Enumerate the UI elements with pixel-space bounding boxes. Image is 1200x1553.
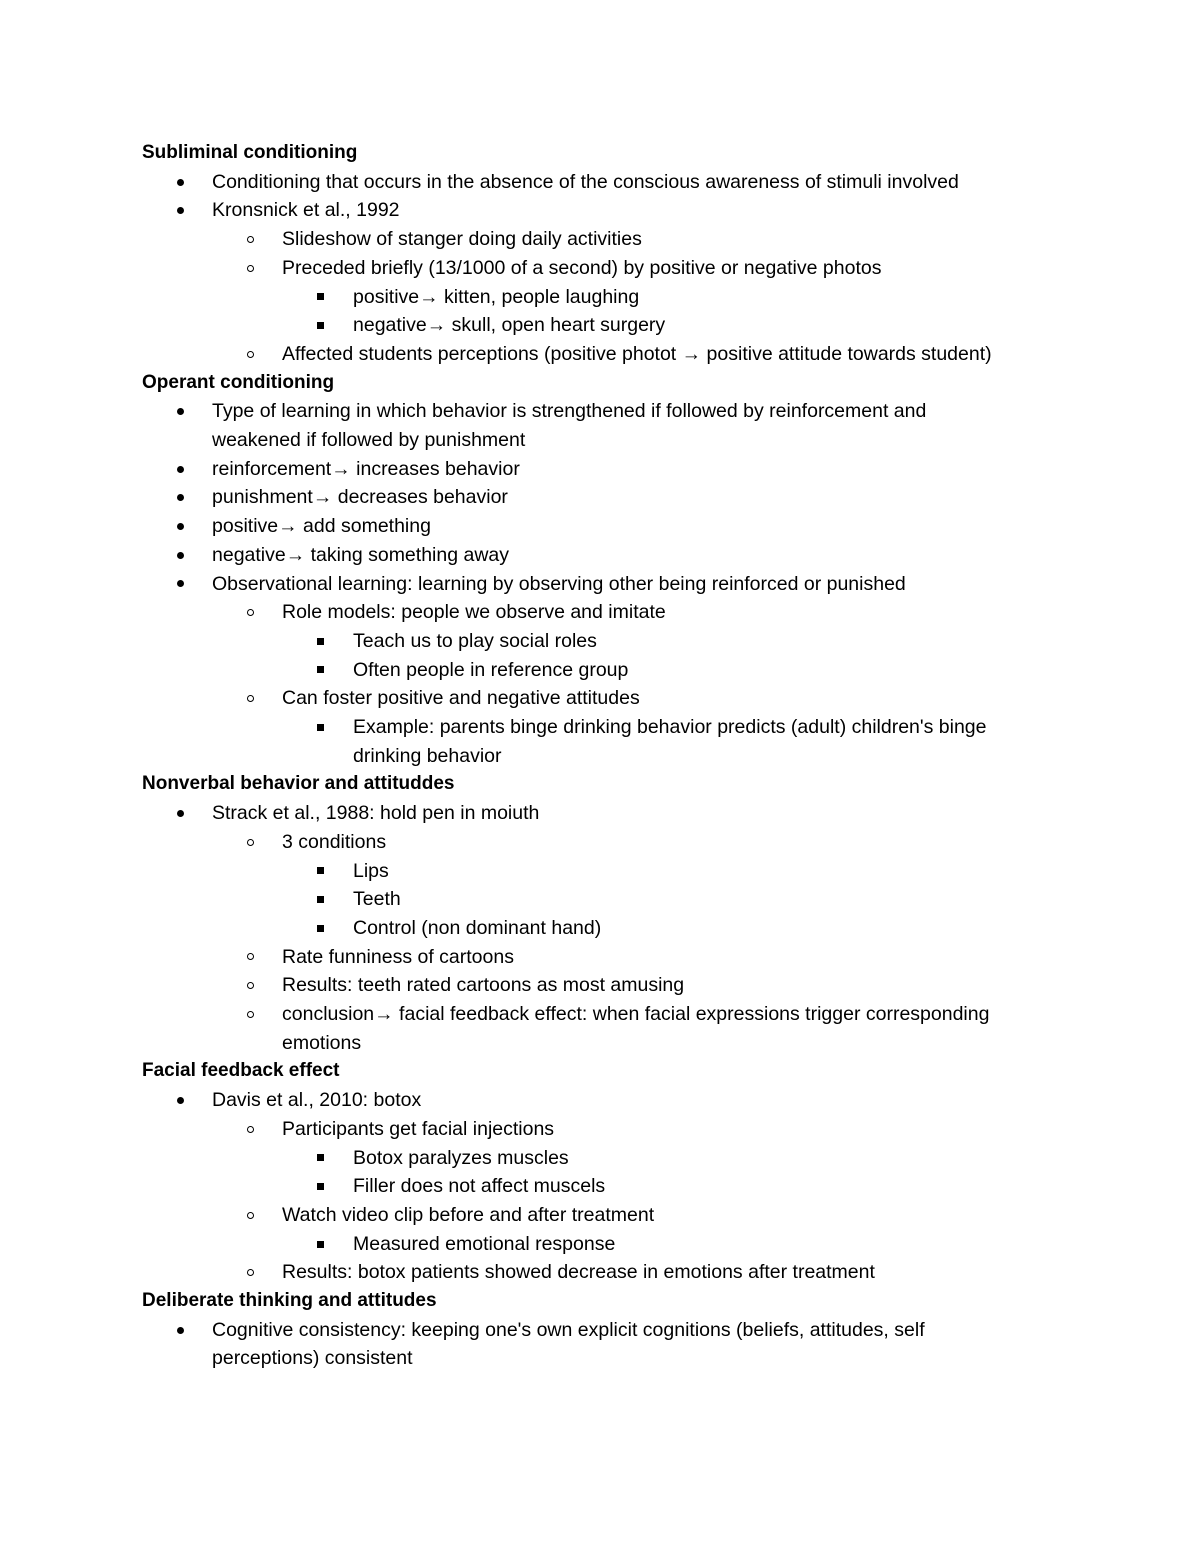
list-item: Slideshow of stanger doing daily activities [142,225,1072,254]
list-item: positive→ add something [142,512,1072,541]
bullet-icon [177,1086,184,1115]
circle-bullet-icon [247,828,254,857]
list-item: Strack et al., 1988: hold pen in moiuth [142,799,1072,828]
list-item: Often people in reference group [142,656,1072,685]
bullet-icon [177,512,184,541]
list-item: Botox paralyzes muscles [142,1144,1072,1173]
list-item: Results: botox patients showed decrease in emotions after treatment [142,1258,1072,1287]
list-item: Lips [142,857,1072,886]
list-item: Rate funniness of cartoons [142,943,1072,972]
list-item: negative→ skull, open heart surgery [142,311,1072,340]
document-page [142,139,1072,1373]
list-item: Observational learning: learning by observing other being reinforced or punished [142,570,1072,599]
circle-bullet-icon [247,684,254,713]
list-item: Watch video clip before and after treatment [142,1201,1072,1230]
list-item: Conditioning that occurs in the absence of the conscious awareness of stimuli involved [142,168,1072,197]
square-bullet-icon [317,1230,324,1259]
list-item: Role models: people we observe and imitate [142,598,1072,627]
list-item: Results: teeth rated cartoons as most amusing [142,971,1072,1000]
square-bullet-icon [317,283,324,312]
circle-bullet-icon [247,1201,254,1230]
bullet-icon [177,397,184,426]
circle-bullet-icon [247,1115,254,1144]
list-item: Type of learning in which behavior is strengthened if followed by reinforcement and weakened if followed by punishment [142,397,1012,454]
list-item: Davis et al., 2010: botox [142,1086,1072,1115]
circle-bullet-icon [247,1258,254,1287]
square-bullet-icon [317,656,324,685]
section-heading: Deliberate thinking and attitudes [142,1290,437,1312]
square-bullet-icon [317,1144,324,1173]
list-item: Control (non dominant hand) [142,914,1072,943]
bullet-icon [177,1316,184,1345]
list-item: Kronsnick et al., 1992 [142,196,1072,225]
bullet-icon [177,570,184,599]
bullet-icon [177,455,184,484]
list-item: reinforcement→ increases behavior [142,455,1072,484]
list-item: Teach us to play social roles [142,627,1072,656]
list-item: Filler does not affect muscels [142,1172,1072,1201]
circle-bullet-icon [247,598,254,627]
square-bullet-icon [317,885,324,914]
section-heading: Nonverbal behavior and attituddes [142,773,455,795]
list-item: Teeth [142,885,1072,914]
list-item: Preceded briefly (13/1000 of a second) by positive or negative photos [142,254,1072,283]
square-bullet-icon [317,311,324,340]
square-bullet-icon [317,713,324,742]
bullet-icon [177,541,184,570]
list-item: Measured emotional response [142,1230,1072,1259]
square-bullet-icon [317,914,324,943]
bullet-icon [177,168,184,197]
circle-bullet-icon [247,254,254,283]
bullet-icon [177,799,184,828]
list-item: Affected students perceptions (positive photot → positive attitude towards student) [142,340,1002,369]
section-heading: Operant conditioning [142,371,335,393]
circle-bullet-icon [247,1000,254,1029]
list-item: Participants get facial injections [142,1115,1072,1144]
list-item: negative→ taking something away [142,541,1072,570]
list-item: Example: parents binge drinking behavior predicts (adult) children's binge drinking behavior [142,713,1053,770]
section-heading: Subliminal conditioning [142,142,358,163]
section-heading: Facial feedback effect [142,1060,340,1082]
bullet-icon [177,483,184,512]
list-item: 3 conditions [142,828,1072,857]
list-item: Cognitive consistency: keeping one's own explicit cognitions (beliefs, attitudes, self perceptions) consistent [142,1316,1012,1373]
list-item: positive→ kitten, people laughing [142,283,1072,312]
list-item: punishment→ decreases behavior [142,483,1072,512]
square-bullet-icon [317,857,324,886]
circle-bullet-icon [247,943,254,972]
circle-bullet-icon [247,340,254,369]
list-item: conclusion→ facial feedback effect: when facial expressions trigger corresponding emotions [142,1000,1042,1057]
circle-bullet-icon [247,225,254,254]
bullet-icon [177,196,184,225]
circle-bullet-icon [247,971,254,1000]
list-item: Can foster positive and negative attitudes [142,684,1072,713]
square-bullet-icon [317,627,324,656]
square-bullet-icon [317,1172,324,1201]
